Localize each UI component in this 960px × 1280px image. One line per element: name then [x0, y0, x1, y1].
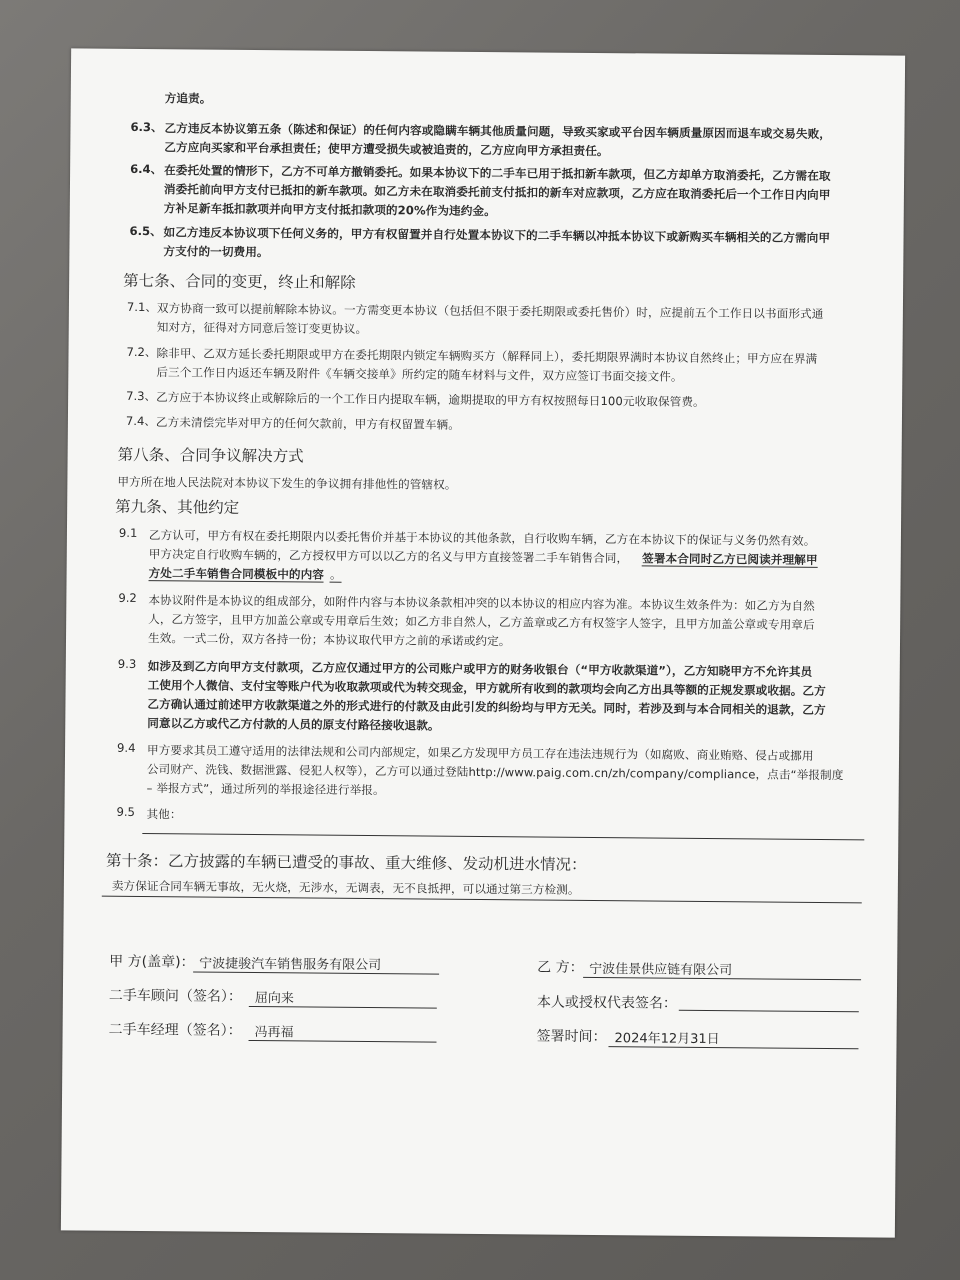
clause-9-4-line: 公司财产、洗钱、数据泄露、侵犯人权等），乙方可以通过登陆http://www.paig.com.cn/zh/company/compliance，点击“举报制度	[146, 762, 844, 783]
clause-6-4-line: 在委托处置的情形下，乙方不可单方撤销委托。如果本协议下的二手车已用于抵扣新车款项，但乙方却单方取消委托，乙方需在取	[164, 163, 831, 184]
section-8-title: 第八条、合同争议解决方式	[117, 445, 304, 466]
party-a-value: 宁波捷骏汽车销售服务有限公司	[193, 952, 439, 974]
clause-9-4-line: – 举报方式”，通过所列的举报途径进行举报。	[146, 781, 385, 798]
contract-page	[61, 48, 905, 1237]
clause-9-1-line: 乙方认可，甲方有权在委托期限内以委托售价并基于本协议的其他条款，自行收购车辆，乙方在本协议下的保证与义务仍然有效。	[148, 528, 816, 548]
clause-7-2-line: 除非甲、乙双方延长委托期限或甲方在委托期限内锁定车辆购买方（解释同上），委托期限界满时本协议自然终止；甲方应在界满	[156, 346, 818, 366]
clause-9-5-number: 9.5	[116, 804, 136, 819]
party-a-label: 甲 方(盖章)：	[109, 953, 195, 971]
clause-6-3-line: 乙方违反本协议第五条（陈述和保证）的任何内容或隐瞒车辆其他质量问题，导致买家或平台因车辆质量原因而退车或交易失败，	[164, 121, 832, 142]
party-b-value: 宁波佳景供应链有限公司	[583, 958, 861, 980]
clause-9-5-label: 其他：	[146, 807, 182, 822]
clause-7-1-number: 7.1、	[126, 299, 158, 315]
clause-9-3-line: 同意以乙方或代乙方付款的人员的原支付路径接收退款。	[147, 716, 440, 733]
rep-label: 本人或授权代表签名：	[536, 994, 677, 1012]
clause-9-2-line: 本协议附件是本协议的组成部分，如附件内容与本协议条款相冲突的以本协议的相应内容为准。本协议生效条件为：如乙方为自然	[148, 593, 815, 613]
clause-9-1-number: 9.1	[118, 525, 138, 540]
clause-7-1-line: 知对方，征得对方同意后签订变更协议。	[156, 320, 368, 336]
clause-9-1-line	[149, 564, 342, 585]
clause-6-5-line: 方支付的一切费用。	[163, 244, 269, 260]
manager-value: 冯再福	[249, 1021, 437, 1043]
section-10-text: 卖方保证合同车辆无事故，无火烧，无涉水，无调表，无不良抵押，可以通过第三方检测。	[111, 878, 580, 897]
manager-label: 二手车经理（签名）：	[108, 1021, 242, 1039]
advisor-value: 屈向来	[249, 987, 437, 1009]
clause-7-2-number: 7.2、	[126, 344, 157, 360]
clause-6-5-line: 如乙方违反本协议项下任何义务的，甲方有权留置并自行处置本协议下的二手车辆以冲抵本协议下或新购买车辆相关的乙方需向甲	[163, 225, 831, 246]
clause-6-3-line: 乙方应向买家和平台承担责任；使甲方遭受损失或被追责的，乙方应向甲方承担责任。	[164, 140, 609, 159]
clause-7-2-line: 后三个工作日内返还车辆及附件《车辆交接单》所约定的随车材料与文件，双方应签订书面交接文件。	[156, 365, 683, 384]
section-8-text: 甲方所在地人民法院对本协议下发生的争议拥有排他性的管辖权。	[117, 474, 457, 492]
party-b-label: 乙 方：	[537, 959, 584, 976]
rep-value	[679, 994, 859, 1013]
clause-6-4-line: 方补足新车抵扣款项并向甲方支付抵扣款项的20%作为违约金。	[163, 201, 496, 219]
section-10-title: 第十条：乙方披露的车辆已遭受的事故、重大维修、发动机进水情况：	[106, 851, 587, 874]
clause-6-4-line: 消委托前向甲方支付已抵扣的新车款项。如乙方未在取消委托前支付抵扣的新车对应款项，乙方应在取消委托后一个工作日内向甲	[163, 182, 831, 203]
clause-9-4-line: 甲方要求其员工遵守适用的法律法规和公司内部规定，如果乙方发现甲方员工存在违法违规行为（如腐败、商业贿赂、侵占或挪用	[146, 743, 814, 763]
date-label: 签署时间：	[536, 1028, 607, 1046]
clause-6-5-number: 6.5、	[129, 223, 162, 239]
clause-9-3-number: 9.3	[117, 656, 137, 671]
section-9-title: 第九条、其他约定	[115, 497, 240, 517]
clause-9-3-line: 如涉及到乙方向甲方支付款项，乙方应仅通过甲方的公司账户或甲方的财务收银台（“甲方收款渠道”），乙方知晓甲方不允许其员	[147, 659, 813, 679]
clause-7-3-text: 乙方应于本协议终止或解除后的一个工作日内提取车辆，逾期提取的甲方有权按照每日100元收取保管费。	[156, 390, 705, 409]
clause-9-2-line: 人，乙方签字，且甲方加盖公章或专用章后生效；如乙方非自然人，乙方盖章或乙方有权签字人签字，且甲方加盖公章或专用章后	[148, 612, 815, 632]
clause-7-3-number: 7.3、	[126, 388, 157, 404]
clause-6-3-number: 6.3、	[130, 119, 163, 135]
clause-9-4-number: 9.4	[117, 740, 136, 755]
clause-9-1-emphasis: 方处二手车销售合同模板中的内容	[148, 566, 325, 582]
clause-6-4-number: 6.4、	[130, 161, 163, 177]
clause-6-2-tail: 方追责。	[164, 91, 212, 106]
clause-9-3-line: 工使用个人微信、支付宝等账户代为收取款项或代为转交现金，甲方就所有收到的款项均会向乙方出具等额的正规发票或收据。乙方	[147, 678, 826, 698]
clause-9-1-end: 。	[329, 567, 342, 582]
clause-9-5-blank-line	[142, 833, 864, 840]
clause-7-4-number: 7.4、	[125, 413, 157, 429]
clause-7-1-line: 双方协商一致可以提前解除本协议。一方需变更本协议（包括但不限于委托期限或委托售价）时，应提前五个工作日以书面形式通	[156, 301, 824, 321]
clause-7-4-text: 乙方未清偿完毕对甲方的任何欠款前，甲方有权留置车辆。	[155, 415, 461, 432]
clause-9-1-emphasis: 签署本合同时乙方已阅读并理解甲	[642, 551, 818, 567]
section-7-title: 第七条、合同的变更，终止和解除	[123, 271, 356, 292]
clause-9-2-number: 9.2	[118, 590, 137, 605]
date-value: 2024年12月31日	[608, 1027, 858, 1049]
clause-9-1-line-part: 甲方决定自行收购车辆的，乙方授权甲方可以以乙方的名义与甲方直接签署二手车销售合同，	[148, 547, 629, 566]
clause-9-3-line: 乙方确认通过前述甲方收款渠道之外的形式进行的付款及由此引发的纠纷均与甲方无关。同时，若涉及到与本合同相关的退款，乙方	[147, 697, 826, 717]
clause-9-2-line: 生效。一式二份，双方各持一份；本协议取代甲方之前的承诺或约定。	[147, 631, 511, 649]
advisor-label: 二手车顾问（签名）：	[108, 987, 242, 1005]
